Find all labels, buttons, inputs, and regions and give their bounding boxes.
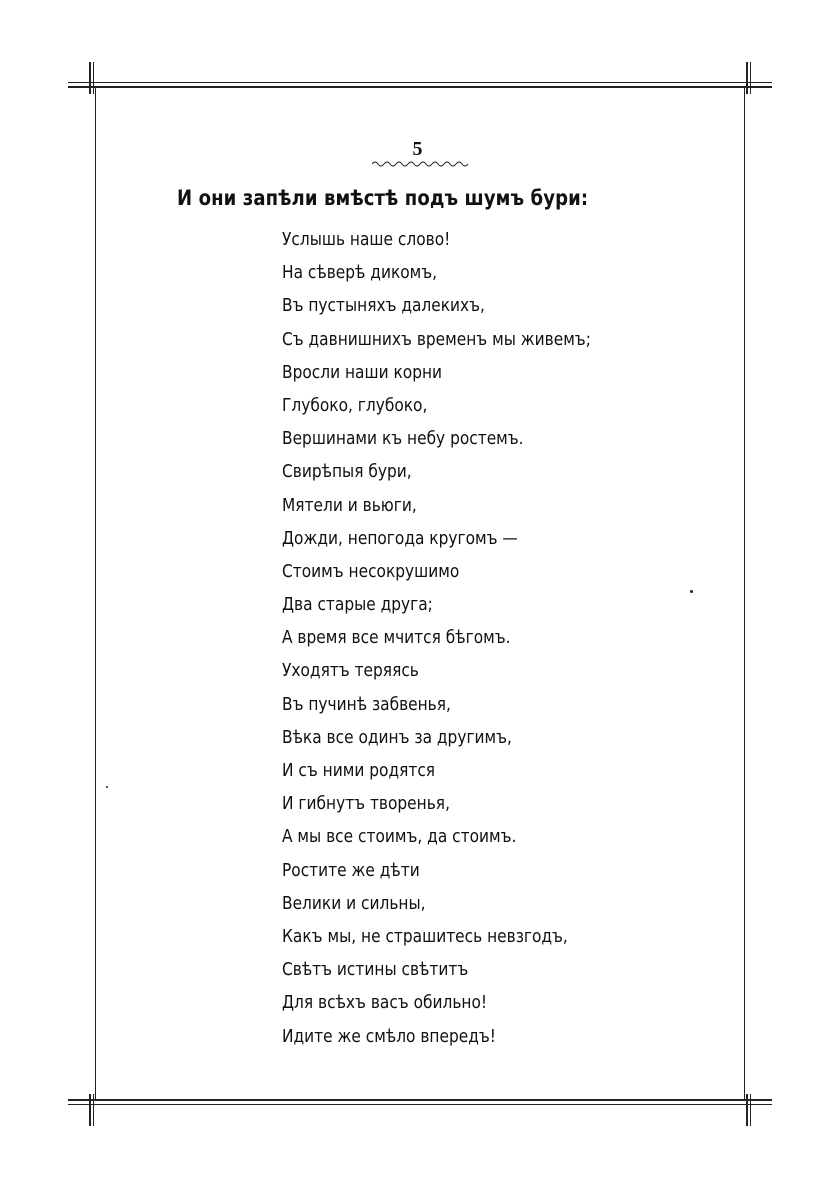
poem-line: Вѣка все одинъ за другимъ, <box>282 727 512 748</box>
poem-line: Идите же смѣло впередъ! <box>282 1026 496 1047</box>
page-number-text: 5 <box>412 138 424 160</box>
poem-line: Мятели и вьюги, <box>282 495 417 516</box>
poem-line: Два старые друга; <box>282 595 433 616</box>
poem-line: Уходятъ теряясь <box>282 661 419 682</box>
poem-line: Какъ мы, не страшитесь невзгодъ, <box>282 926 568 947</box>
right-border <box>744 88 745 1100</box>
bottom-rule-outer <box>68 1104 772 1105</box>
poem-line: Глубоко, глубоко, <box>282 395 428 416</box>
poem-line: Услышь наше слово! <box>282 230 451 250</box>
ink-speck <box>690 590 693 593</box>
poem <box>282 229 633 1059</box>
top-rule-outer <box>68 82 772 83</box>
poem-line: Для всѣхъ васъ обильно! <box>282 993 488 1014</box>
left-border-bottom-2 <box>93 1094 94 1126</box>
left-border-bottom <box>89 1094 91 1126</box>
poem-line: А мы все стоимъ, да стоимъ. <box>282 827 517 848</box>
wavy-ornament-icon <box>372 160 470 168</box>
poem-line: Свѣтъ истины свѣтитъ <box>282 960 469 981</box>
right-border-top <box>746 62 748 94</box>
poem-line: Стоимъ несокрушимо <box>282 561 460 582</box>
bottom-rule-inner <box>68 1099 772 1101</box>
right-border-bottom <box>746 1094 748 1126</box>
page-number <box>0 138 840 161</box>
left-border <box>95 88 96 1100</box>
poem-line: А время все мчится бѣгомъ. <box>282 628 511 649</box>
poem-line: Вершинами къ небу ростемъ. <box>282 429 524 450</box>
poem-line: Въ пустыняхъ далекихъ, <box>282 296 485 317</box>
left-border-top <box>89 62 91 94</box>
poem-line: И гибнутъ творенья, <box>282 794 450 815</box>
ink-speck <box>106 786 108 788</box>
right-border-bottom-2 <box>750 1094 751 1126</box>
poem-line: Ростите же дѣти <box>282 860 420 881</box>
poem-line: Вросли наши корни <box>282 362 443 383</box>
poem-line: Дожди, непогода кругомъ — <box>282 528 518 549</box>
right-border-top-2 <box>750 62 751 94</box>
poem-line: Свирѣпыя бури, <box>282 462 412 483</box>
left-border-top-2 <box>93 62 94 94</box>
section-heading: И они запѣли вмѣстѣ подъ шумъ бури: <box>177 186 589 210</box>
poem-line: На сѣверѣ дикомъ, <box>282 263 438 284</box>
poem-line: Велики и сильны, <box>282 893 426 914</box>
poem-line: И съ ними родятся <box>282 761 436 781</box>
top-rule-inner <box>68 86 772 88</box>
poem-line: Съ давнишнихъ временъ мы живемъ; <box>282 329 591 350</box>
poem-line: Въ пучинѣ забвенья, <box>282 694 451 715</box>
